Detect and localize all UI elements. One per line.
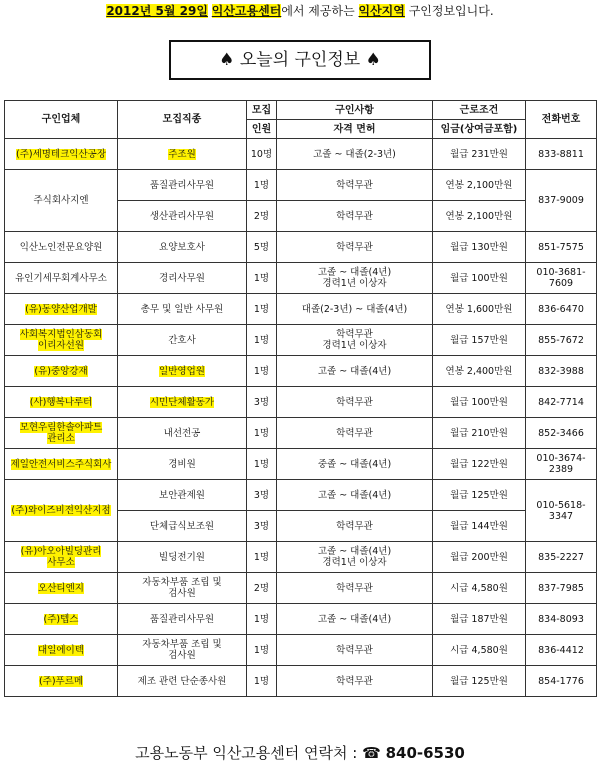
company-cell: 모현우림한솔아파트 관리소	[5, 418, 118, 449]
company-cell: 익산노인전문요양원	[5, 232, 118, 263]
requirement-cell: 고졸 ~ 대졸(2-3년)	[277, 139, 433, 170]
table-row	[5, 325, 597, 356]
wage-cell: 시급 4,580원	[433, 573, 526, 604]
spade-icon: ♠	[219, 50, 235, 70]
job-table	[4, 100, 597, 697]
company-cell: 제일안전서비스주식회사	[5, 449, 118, 480]
col-req-top: 구인사항	[277, 101, 433, 120]
phone-cell: 834-8093	[526, 604, 597, 635]
table-row	[5, 263, 597, 294]
company-cell: (유)동양산업개발	[5, 294, 118, 325]
table-row	[5, 666, 597, 697]
count-cell: 1명	[247, 263, 277, 294]
job-cell: 품질관리사무원	[118, 604, 247, 635]
page-title	[169, 40, 431, 80]
wage-cell: 월급 200만원	[433, 542, 526, 573]
requirement-cell: 학력무관	[277, 573, 433, 604]
page-title-text: 오늘의 구인정보	[239, 50, 361, 70]
job-cell: 보안관제원	[118, 480, 247, 511]
requirement-cell: 학력무관 경력1년 이상자	[277, 325, 433, 356]
requirement-cell: 학력무관	[277, 511, 433, 542]
table-row	[5, 387, 597, 418]
company-cell: (주)와이즈비전익산지점	[5, 480, 118, 542]
phone-cell: 010-3674-2389	[526, 449, 597, 480]
requirement-cell: 고졸 ~ 대졸(4년) 경력1년 이상자	[277, 542, 433, 573]
col-cond-top: 근로조건	[433, 101, 526, 120]
wage-cell: 월급 125만원	[433, 666, 526, 697]
count-cell: 3명	[247, 511, 277, 542]
wage-cell: 월급 122만원	[433, 449, 526, 480]
wage-cell: 연봉 1,600만원	[433, 294, 526, 325]
requirement-cell: 고졸 ~ 대졸(4년)	[277, 480, 433, 511]
count-cell: 1명	[247, 170, 277, 201]
footer-phone: 840-6530	[385, 744, 465, 762]
job-cell: 주조원	[118, 139, 247, 170]
count-cell: 1명	[247, 666, 277, 697]
company-cell: 오산티엔지	[5, 573, 118, 604]
headline-date: 2012년 5월 29일	[106, 4, 208, 18]
count-cell: 1명	[247, 418, 277, 449]
company-cell: (유)중앙강재	[5, 356, 118, 387]
table-row	[5, 418, 597, 449]
company-cell: (사)행복나루터	[5, 387, 118, 418]
company-cell: (유)아오아빌딩관리 사무소	[5, 542, 118, 573]
job-cell: 자동차부품 조립 및 검사원	[118, 635, 247, 666]
phone-cell: 837-9009	[526, 170, 597, 232]
requirement-cell: 고졸 ~ 대졸(4년) 경력1년 이상자	[277, 263, 433, 294]
count-cell: 1명	[247, 294, 277, 325]
wage-cell: 월급 187만원	[433, 604, 526, 635]
company-cell: (주)세명테크익산공장	[5, 139, 118, 170]
job-cell: 요양보호사	[118, 232, 247, 263]
headline-mid: 에서 제공하는	[281, 4, 359, 18]
job-cell: 일반영업원	[118, 356, 247, 387]
table-row	[5, 294, 597, 325]
col-req-bottom: 자격 면허	[277, 120, 433, 139]
wage-cell: 월급 100만원	[433, 263, 526, 294]
col-recruit-top: 모집	[247, 101, 277, 120]
table-row	[5, 356, 597, 387]
headline	[0, 2, 600, 19]
table-row	[5, 449, 597, 480]
job-cell: 생산관리사무원	[118, 201, 247, 232]
requirement-cell: 대졸(2-3년) ~ 대졸(4년)	[277, 294, 433, 325]
wage-cell: 연봉 2,100만원	[433, 201, 526, 232]
company-cell: 유인기세무회계사무소	[5, 263, 118, 294]
job-cell: 시민단체활동가	[118, 387, 247, 418]
phone-cell: 832-3988	[526, 356, 597, 387]
count-cell: 3명	[247, 480, 277, 511]
job-cell: 내선전공	[118, 418, 247, 449]
requirement-cell: 고졸 ~ 대졸(4년)	[277, 356, 433, 387]
wage-cell: 월급 231만원	[433, 139, 526, 170]
job-cell: 경리사무원	[118, 263, 247, 294]
job-cell: 간호사	[118, 325, 247, 356]
requirement-cell: 학력무관	[277, 418, 433, 449]
col-job: 모집직종	[118, 101, 247, 139]
count-cell: 1명	[247, 542, 277, 573]
wage-cell: 연봉 2,100만원	[433, 170, 526, 201]
table-row	[5, 139, 597, 170]
headline-region: 익산지역	[358, 4, 405, 18]
wage-cell: 월급 100만원	[433, 387, 526, 418]
phone-cell: 835-2227	[526, 542, 597, 573]
job-cell: 자동차부품 조립 및 검사원	[118, 573, 247, 604]
col-cond-bottom: 임금(상여금포함)	[433, 120, 526, 139]
footer-contact	[0, 742, 600, 763]
table-row	[5, 480, 597, 511]
phone-cell: 836-6470	[526, 294, 597, 325]
table-row	[5, 232, 597, 263]
phone-cell: 842-7714	[526, 387, 597, 418]
job-cell: 제조 관련 단순종사원	[118, 666, 247, 697]
count-cell: 1명	[247, 356, 277, 387]
requirement-cell: 학력무관	[277, 635, 433, 666]
requirement-cell: 학력무관	[277, 666, 433, 697]
job-cell: 총무 및 일반 사무원	[118, 294, 247, 325]
requirement-cell: 학력무관	[277, 170, 433, 201]
count-cell: 3명	[247, 387, 277, 418]
phone-cell: 833-8811	[526, 139, 597, 170]
job-cell: 빌딩전기원	[118, 542, 247, 573]
col-phone: 전화번호	[526, 101, 597, 139]
table-row	[5, 573, 597, 604]
count-cell: 1명	[247, 449, 277, 480]
table-row	[5, 635, 597, 666]
table-row	[5, 542, 597, 573]
count-cell: 10명	[247, 139, 277, 170]
count-cell: 1명	[247, 635, 277, 666]
company-cell: (주)푸르메	[5, 666, 118, 697]
phone-cell: 010-5618-3347	[526, 480, 597, 542]
count-cell: 5명	[247, 232, 277, 263]
phone-cell: 851-7575	[526, 232, 597, 263]
table-row	[5, 170, 597, 201]
headline-center: 익산고용센터	[211, 4, 282, 18]
wage-cell: 월급 210만원	[433, 418, 526, 449]
count-cell: 2명	[247, 573, 277, 604]
phone-cell: 837-7985	[526, 573, 597, 604]
requirement-cell: 학력무관	[277, 387, 433, 418]
phone-cell: 852-3466	[526, 418, 597, 449]
wage-cell: 연봉 2,400만원	[433, 356, 526, 387]
wage-cell: 월급 125만원	[433, 480, 526, 511]
headline-tail: 구인정보입니다.	[404, 4, 494, 18]
footer-text: 고용노동부 익산고용센터 연락처 :	[135, 744, 363, 762]
job-cell: 품질관리사무원	[118, 170, 247, 201]
count-cell: 2명	[247, 201, 277, 232]
count-cell: 1명	[247, 604, 277, 635]
table-row	[5, 604, 597, 635]
spade-icon: ♠	[365, 50, 381, 70]
requirement-cell: 학력무관	[277, 232, 433, 263]
company-cell: 사회복지법인삼동회 이리자선원	[5, 325, 118, 356]
company-cell: 주식회사지엔	[5, 170, 118, 232]
telephone-icon: ☎	[362, 744, 381, 762]
company-cell: 대일에이텍	[5, 635, 118, 666]
job-cell: 경비원	[118, 449, 247, 480]
wage-cell: 월급 130만원	[433, 232, 526, 263]
phone-cell: 854-1776	[526, 666, 597, 697]
requirement-cell: 학력무관	[277, 201, 433, 232]
wage-cell: 월급 157만원	[433, 325, 526, 356]
col-company: 구인업체	[5, 101, 118, 139]
job-cell: 단체급식보조원	[118, 511, 247, 542]
requirement-cell: 중졸 ~ 대졸(4년)	[277, 449, 433, 480]
col-recruit-bottom: 인원	[247, 120, 277, 139]
count-cell: 1명	[247, 325, 277, 356]
wage-cell: 월급 144만원	[433, 511, 526, 542]
phone-cell: 836-4412	[526, 635, 597, 666]
phone-cell: 855-7672	[526, 325, 597, 356]
company-cell: (주)텝스	[5, 604, 118, 635]
requirement-cell: 고졸 ~ 대졸(4년)	[277, 604, 433, 635]
phone-cell: 010-3681-7609	[526, 263, 597, 294]
wage-cell: 시급 4,580원	[433, 635, 526, 666]
